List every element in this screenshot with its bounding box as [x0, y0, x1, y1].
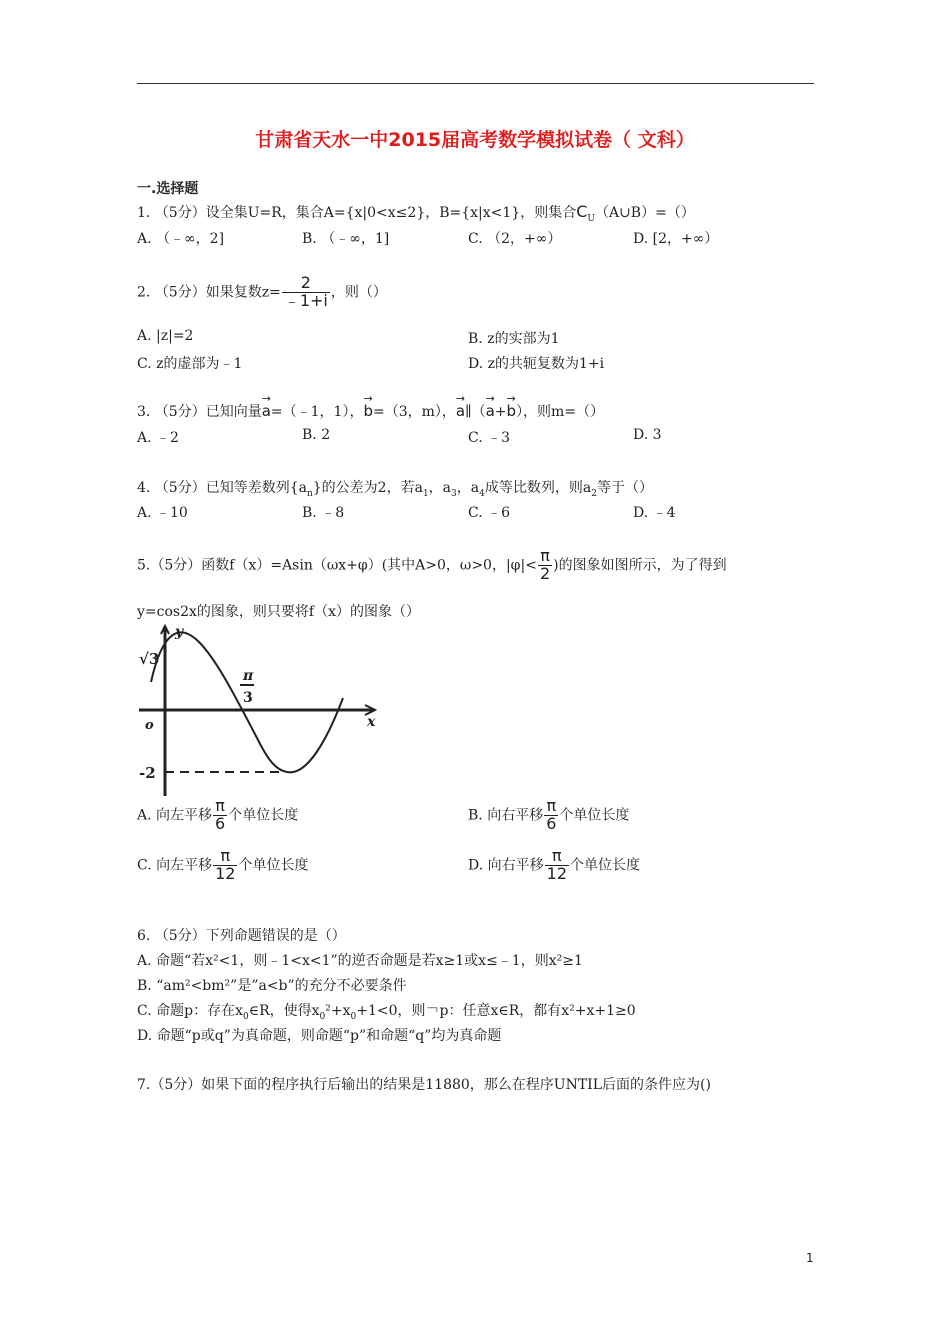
header-rule: [137, 83, 814, 84]
q2-option-a: A. |z|=2: [137, 328, 194, 344]
q5-stem-line1: 5.（5分）函数f（x）=Asin（ωx+φ）(其中A>0，ω>0，|φ|< $\frac{\pi}{2}$ )的图象如图所示，为了得到: [137, 546, 727, 583]
q2-fraction: $\frac{2}{﹣1+i}$: [283, 273, 328, 310]
q5-option-a: A. 向左平移 $\frac{\pi}{6}$ 个单位长度: [137, 796, 299, 833]
q5-stem-line2: y=cos2x的图象，则只要将f（x）的图象（）: [137, 604, 420, 620]
q3-stem: 3. （5分）已知向量 → a=（﹣1，1）， → b=（3，m）， → a∥（ → a+ → b），则m=（）: [137, 392, 605, 420]
page-title: 甘肃省天水一中2015届高考数学模拟试卷（ 文科）: [255, 129, 695, 151]
q2-option-b: B. z的实部为1: [468, 331, 560, 347]
q2-stem: 2. （5分）如果复数z= $\frac{2}{﹣1+i}$ ，则（）: [137, 273, 387, 310]
q1-option-c: C. （2，+∞）: [468, 231, 562, 247]
q6-stem: 6. （5分）下列命题错误的是（）: [137, 928, 346, 944]
q4-option-b: B. ﹣8: [302, 505, 345, 521]
q5-option-b: B. 向右平移 $\frac{\pi}{6}$ 个单位长度: [468, 796, 630, 833]
q6-option-b: B. “am²<bm²”是”a<b”的充分不必要条件: [137, 978, 407, 994]
q2-option-d: D. z的共轭复数为1+i: [468, 356, 605, 372]
pi-third-num: π: [243, 668, 254, 684]
q6-option-c: C. 命题p：存在$x_0\in R$，使得$x_0^2+x_0+1<0$，则￢p：任意x∈R，都有x²+x+1≥0: [137, 1003, 636, 1022]
q4-stem: 4. （5分）已知等差数列$\{a_n\}$的公差为2，若$a_1$，$a_3$，$a_4$成等比数列，则$a_2$等于（）: [137, 480, 653, 499]
origin-label: o: [145, 718, 154, 733]
q3-option-c: C. ﹣3: [468, 430, 511, 446]
section-heading: 一.选择题: [137, 181, 199, 197]
q3-option-b: B. 2: [302, 427, 331, 443]
sqrt3-label: √3: [139, 650, 160, 668]
minus2-label: -2: [139, 764, 156, 782]
q6-option-d: D. 命题“p或q”为真命题，则命题“p”和命题“q”均为真命题: [137, 1028, 502, 1044]
q4-option-a: A. ﹣10: [137, 505, 188, 521]
q1-stem: 1. （5分）设全集U=R，集合A={x|0<x≤2}，B={x|x<1}，则集合$C_U(A\cup B)=()$: [137, 202, 695, 224]
q4-option-c: C. ﹣6: [468, 505, 511, 521]
vector-a: → a: [261, 392, 271, 420]
q3-option-d: D. 3: [633, 427, 662, 443]
vector-b: → b: [363, 392, 373, 420]
q5-sine-graph: [137, 620, 385, 798]
q5-option-d: D. 向右平移 $\frac{\pi}{12}$ 个单位长度: [468, 846, 640, 883]
q6-option-a: A. 命题“若x²<1，则﹣1<x<1”的逆否命题是若x≥1或x≤﹣1，则x²≥1: [137, 953, 583, 969]
x-axis-label: x: [367, 714, 376, 730]
q7-stem: 7.（5分）如果下面的程序执行后输出的结果是11880，那么在程序UNTIL后面的条件应为(): [137, 1077, 711, 1093]
page-number: 1: [806, 1251, 814, 1265]
y-axis-label: y: [175, 624, 184, 640]
q2-option-c: C. z的虚部为﹣1: [137, 356, 243, 372]
q1-option-d: D. [2，+∞）: [633, 231, 719, 247]
q3-option-a: A. ﹣2: [137, 430, 179, 446]
q1-option-b: B. （﹣∞，1]: [302, 231, 390, 247]
q4-option-d: D. ﹣4: [633, 505, 676, 521]
pi-third-den: 3: [243, 690, 253, 706]
q1-option-a: A. （﹣∞，2]: [137, 231, 225, 247]
q5-option-c: C. 向左平移 $\frac{\pi}{12}$ 个单位长度: [137, 846, 309, 883]
